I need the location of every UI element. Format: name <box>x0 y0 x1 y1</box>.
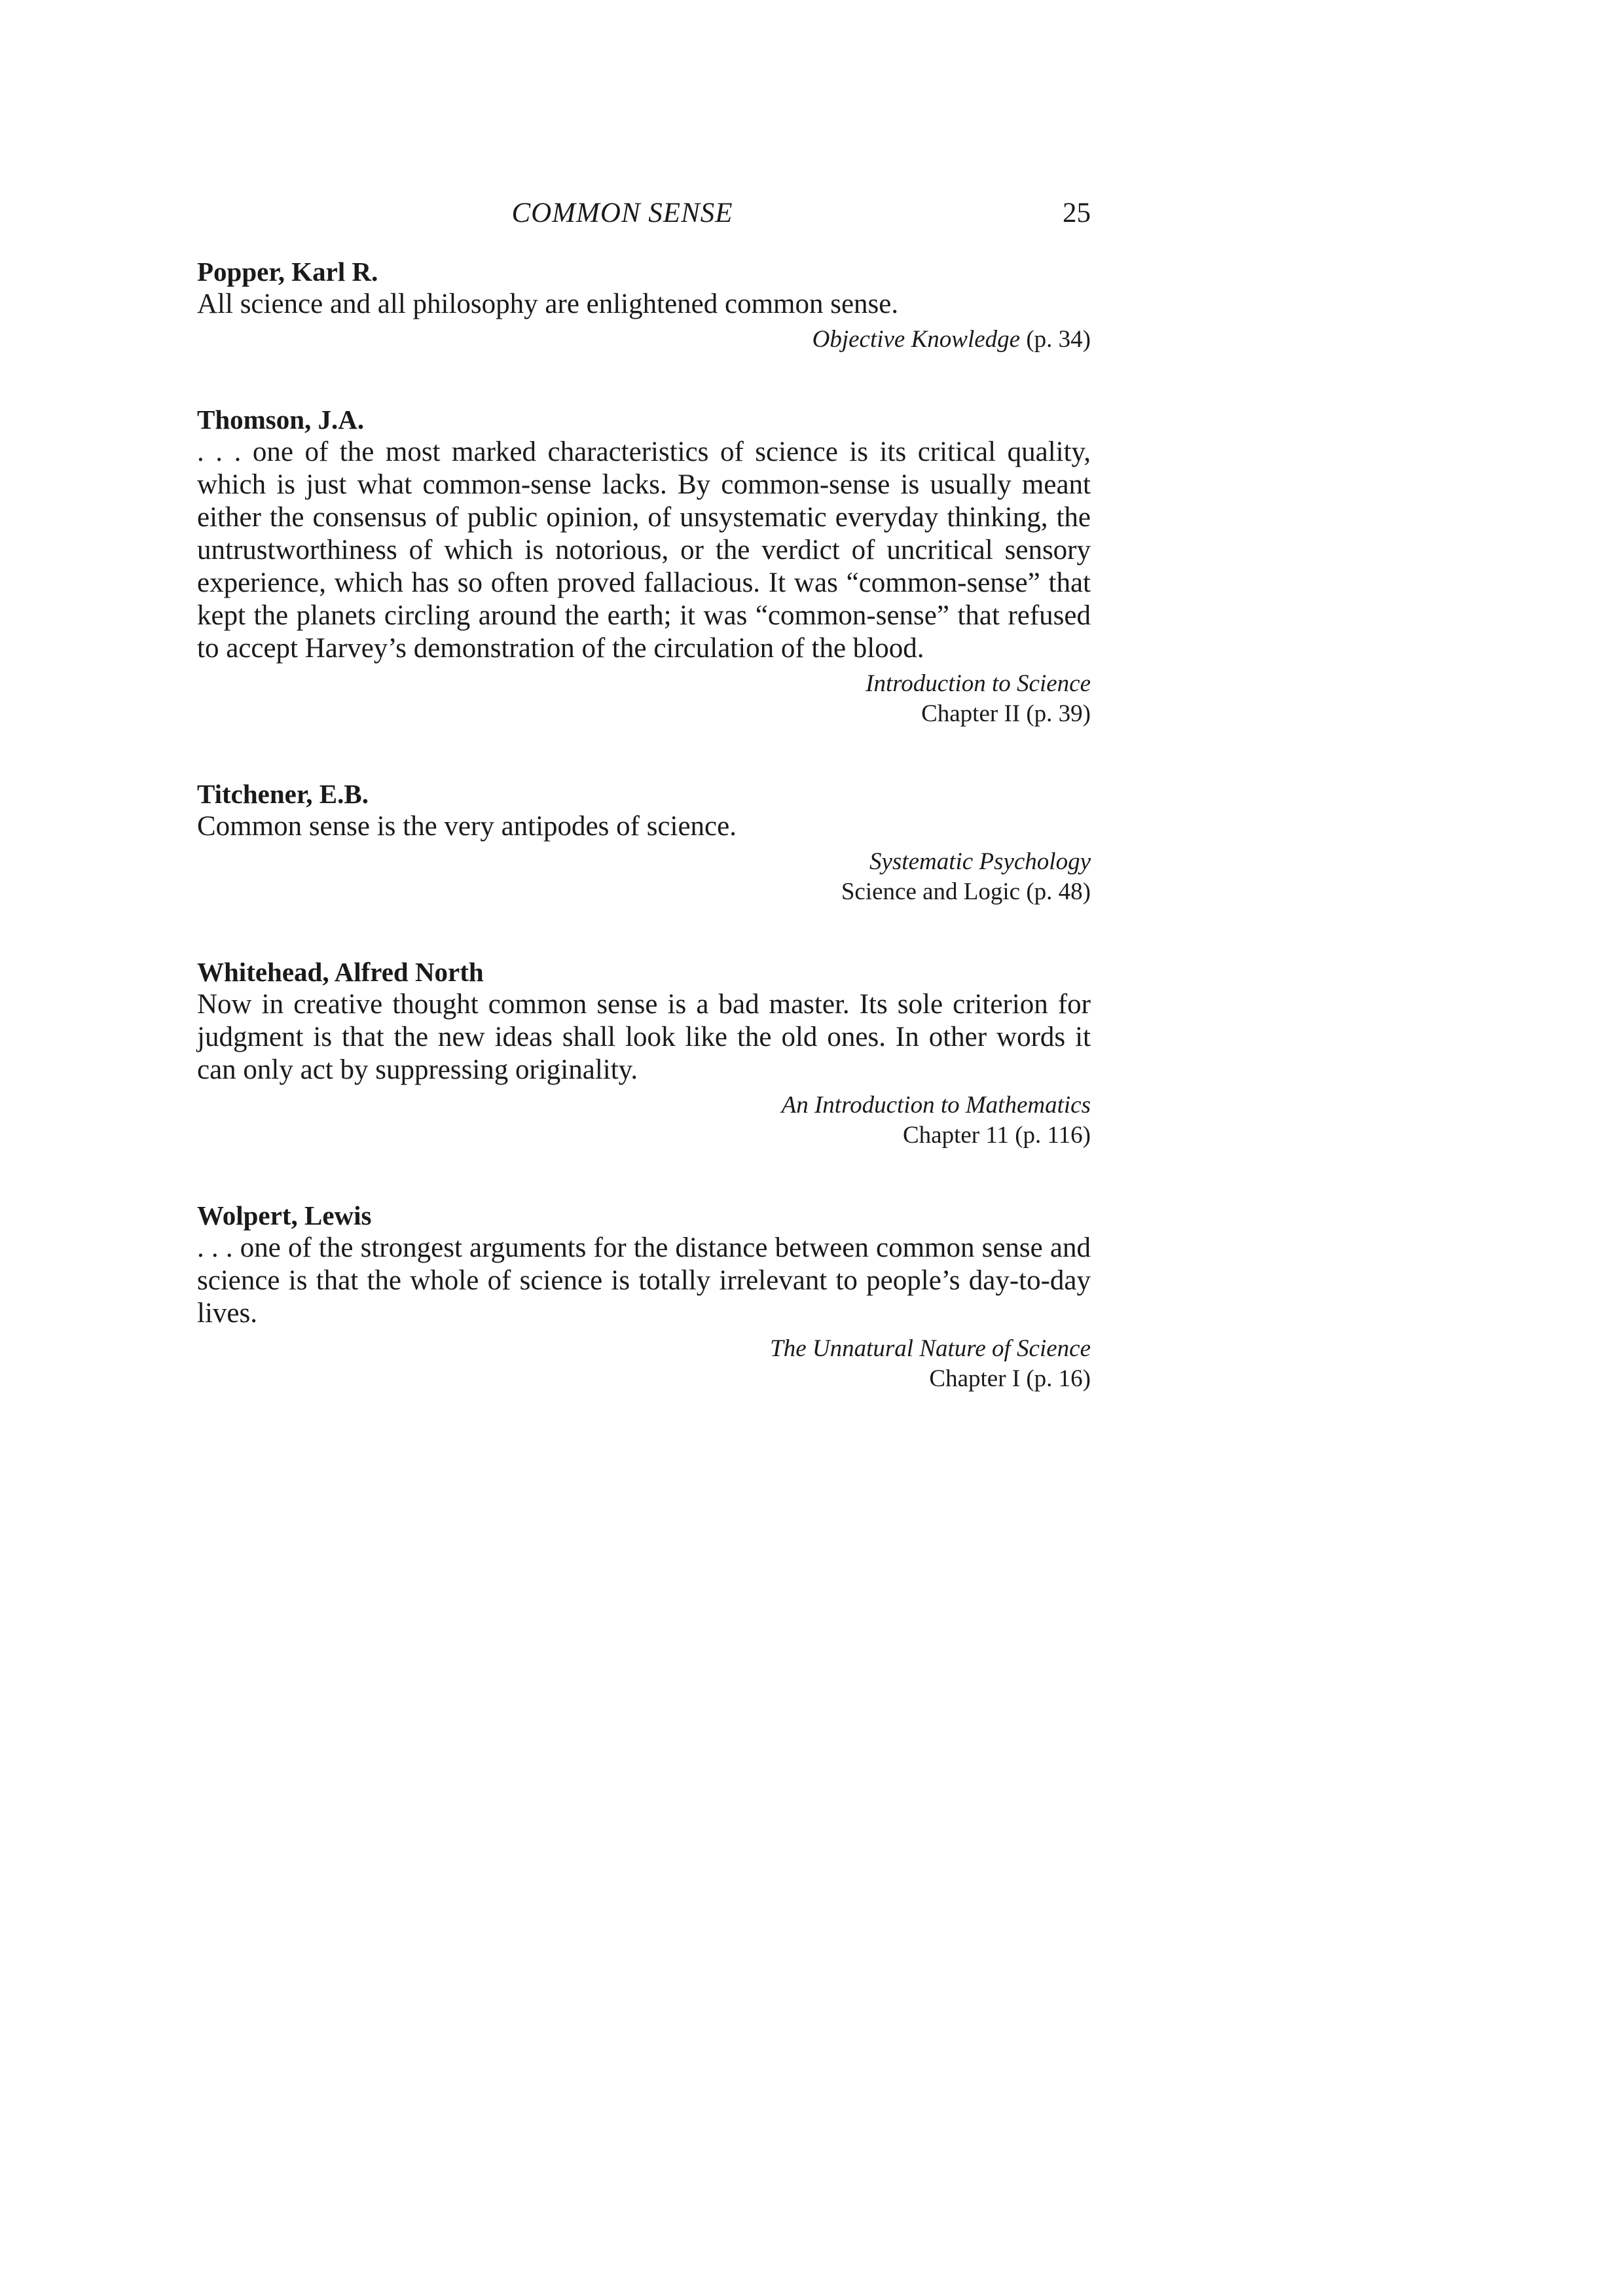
quote-author: Popper, Karl R. <box>197 257 378 287</box>
quote-entry-wolpert <box>197 1199 1091 1394</box>
quote-entry-popper <box>197 255 1091 355</box>
quote-text: Now in creative thought common sense is a bad master. Its sole criterion for judgment is that the new ideas shall look like the old ones. In other words it can only act by suppressing originality. <box>197 989 1091 1085</box>
running-head-title: COMMON SENSE <box>511 198 733 228</box>
quote-source <box>197 1090 1091 1151</box>
book-page <box>197 194 1091 1394</box>
quote-author: Thomson, J.A. <box>197 404 365 435</box>
quote-source <box>197 669 1091 729</box>
quote-entry-thomson <box>197 403 1091 729</box>
quote-entry-whitehead <box>197 956 1091 1151</box>
quote-source <box>197 847 1091 907</box>
source-title: The Unnatural Nature of Science <box>770 1335 1091 1362</box>
source-detail: Chapter I (p. 16) <box>929 1365 1091 1392</box>
source-title: Systematic Psychology <box>869 848 1091 875</box>
quote-text: . . . one of the most marked characteristics of science is its critical quality, which is just what common-sense lacks. By common-sense is usually meant either the consensus of public opinion, of unsystematic everyday thinking, the untrustworthiness of which is notorious, or the verdict of uncritical sensory experience, which has so often proved fallacious. It was “common-sense” that kept the planets circling around the earth; it was “common-sense” that refused to accept Harvey’s demonstration of the circulation of the blood. <box>197 437 1091 664</box>
source-title: Objective Knowledge <box>812 326 1021 353</box>
running-head <box>197 194 1091 233</box>
source-page: (p. 34) <box>1020 326 1091 353</box>
source-detail: Science and Logic (p. 48) <box>841 878 1091 905</box>
quote-text: . . . one of the strongest arguments for the distance between common sense and science is that the whole of science is totally irrelevant to people’s day-to-day lives. <box>197 1232 1091 1329</box>
quote-source <box>197 1334 1091 1394</box>
source-detail: Chapter II (p. 39) <box>921 700 1091 727</box>
quote-author: Titchener, E.B. <box>197 779 369 809</box>
quote-text: Common sense is the very antipodes of science. <box>197 811 737 842</box>
quote-author: Whitehead, Alfred North <box>197 957 484 987</box>
quote-text: All science and all philosophy are enlightened common sense. <box>197 289 899 319</box>
source-title: An Introduction to Mathematics <box>781 1092 1091 1119</box>
source-detail: Chapter 11 (p. 116) <box>902 1122 1091 1149</box>
quote-source <box>197 325 1091 355</box>
source-title: Introduction to Science <box>866 670 1091 697</box>
quote-entry-titchener <box>197 778 1091 907</box>
page-number: 25 <box>1063 198 1091 228</box>
quote-author: Wolpert, Lewis <box>197 1200 372 1230</box>
